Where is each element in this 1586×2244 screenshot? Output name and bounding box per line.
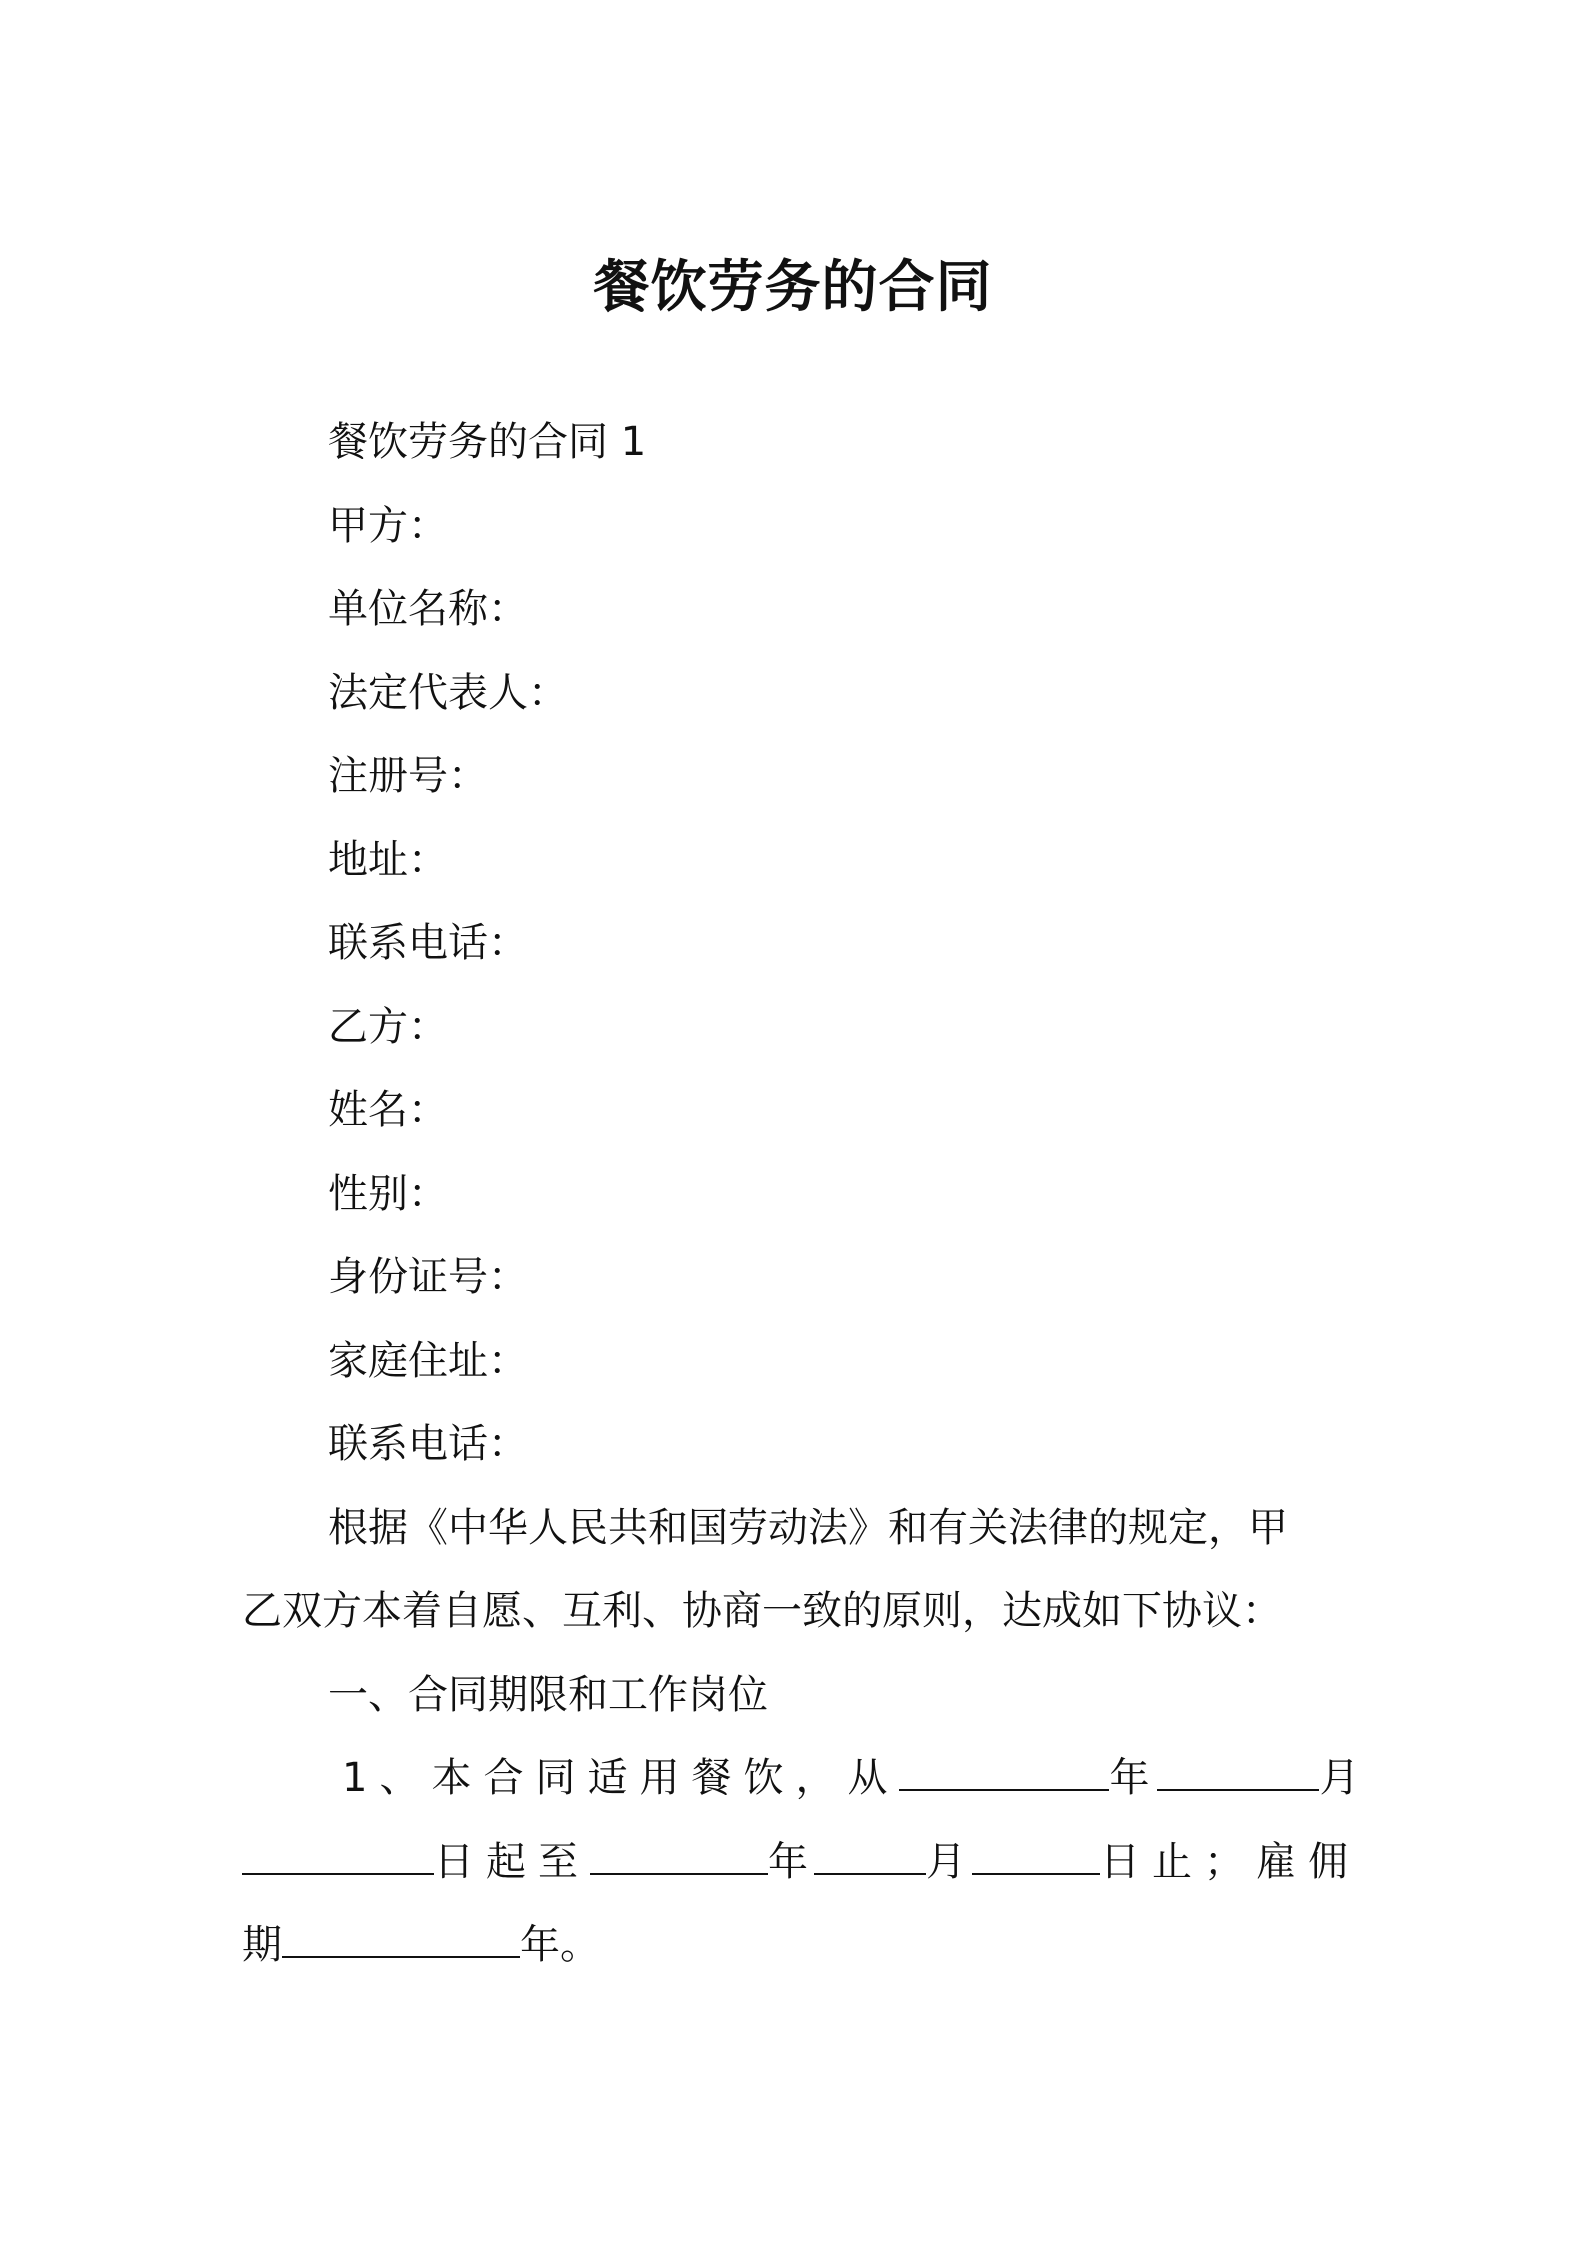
end-day-blank [972, 1837, 1100, 1875]
start-day-blank [242, 1837, 434, 1875]
document-title: 餐饮劳务的合同 [593, 255, 993, 320]
party-a-unit-name: 单位名称： [328, 586, 528, 632]
party-b-phone: 联系电话： [328, 1421, 528, 1467]
document-subtitle: 餐饮劳务的合同 1 [328, 419, 647, 465]
party-b-name: 姓名： [328, 1087, 448, 1133]
term-years-blank [282, 1920, 520, 1958]
party-b-heading: 乙方： [328, 1004, 448, 1050]
end-year-blank [590, 1837, 768, 1875]
party-a-reg-no: 注册号： [328, 753, 488, 799]
preamble-line-2: 乙双方本着自愿、互利、协商一致的原则，达成如下协议： [242, 1588, 1282, 1634]
end-year-label: 年 [768, 1839, 808, 1885]
start-year-label: 年 [1109, 1755, 1150, 1801]
start-month-label: 月 [1319, 1755, 1360, 1801]
party-a-address: 地址： [328, 837, 448, 883]
section-1-heading: 一、合同期限和工作岗位 [328, 1672, 768, 1718]
end-month-label: 月 [926, 1839, 966, 1885]
party-a-phone: 联系电话： [328, 920, 528, 966]
party-b-gender: 性别： [328, 1171, 448, 1217]
party-a-legal-rep: 法定代表人： [328, 670, 568, 716]
preamble-line-1: 根据《中华人民共和国劳动法》和有关法律的规定，甲 [328, 1505, 1288, 1551]
party-b-id-no: 身份证号： [328, 1254, 528, 1300]
start-month-blank [1157, 1753, 1319, 1791]
clause-1-line-1 [342, 1748, 1359, 1808]
end-day-label: 日止；雇佣 [1100, 1839, 1360, 1885]
start-day-label: 日起至 [434, 1839, 590, 1885]
clause-1-line-3 [242, 1915, 600, 1975]
party-b-home-address: 家庭住址： [328, 1338, 528, 1384]
clause-1-intro: 1、本合同适用餐饮，从 [342, 1755, 900, 1801]
term-prefix: 期 [242, 1922, 282, 1968]
end-month-blank [814, 1837, 926, 1875]
start-year-blank [899, 1753, 1109, 1791]
term-suffix: 年。 [520, 1922, 600, 1968]
party-a-heading: 甲方： [328, 503, 448, 549]
clause-1-line-2 [242, 1832, 1360, 1892]
